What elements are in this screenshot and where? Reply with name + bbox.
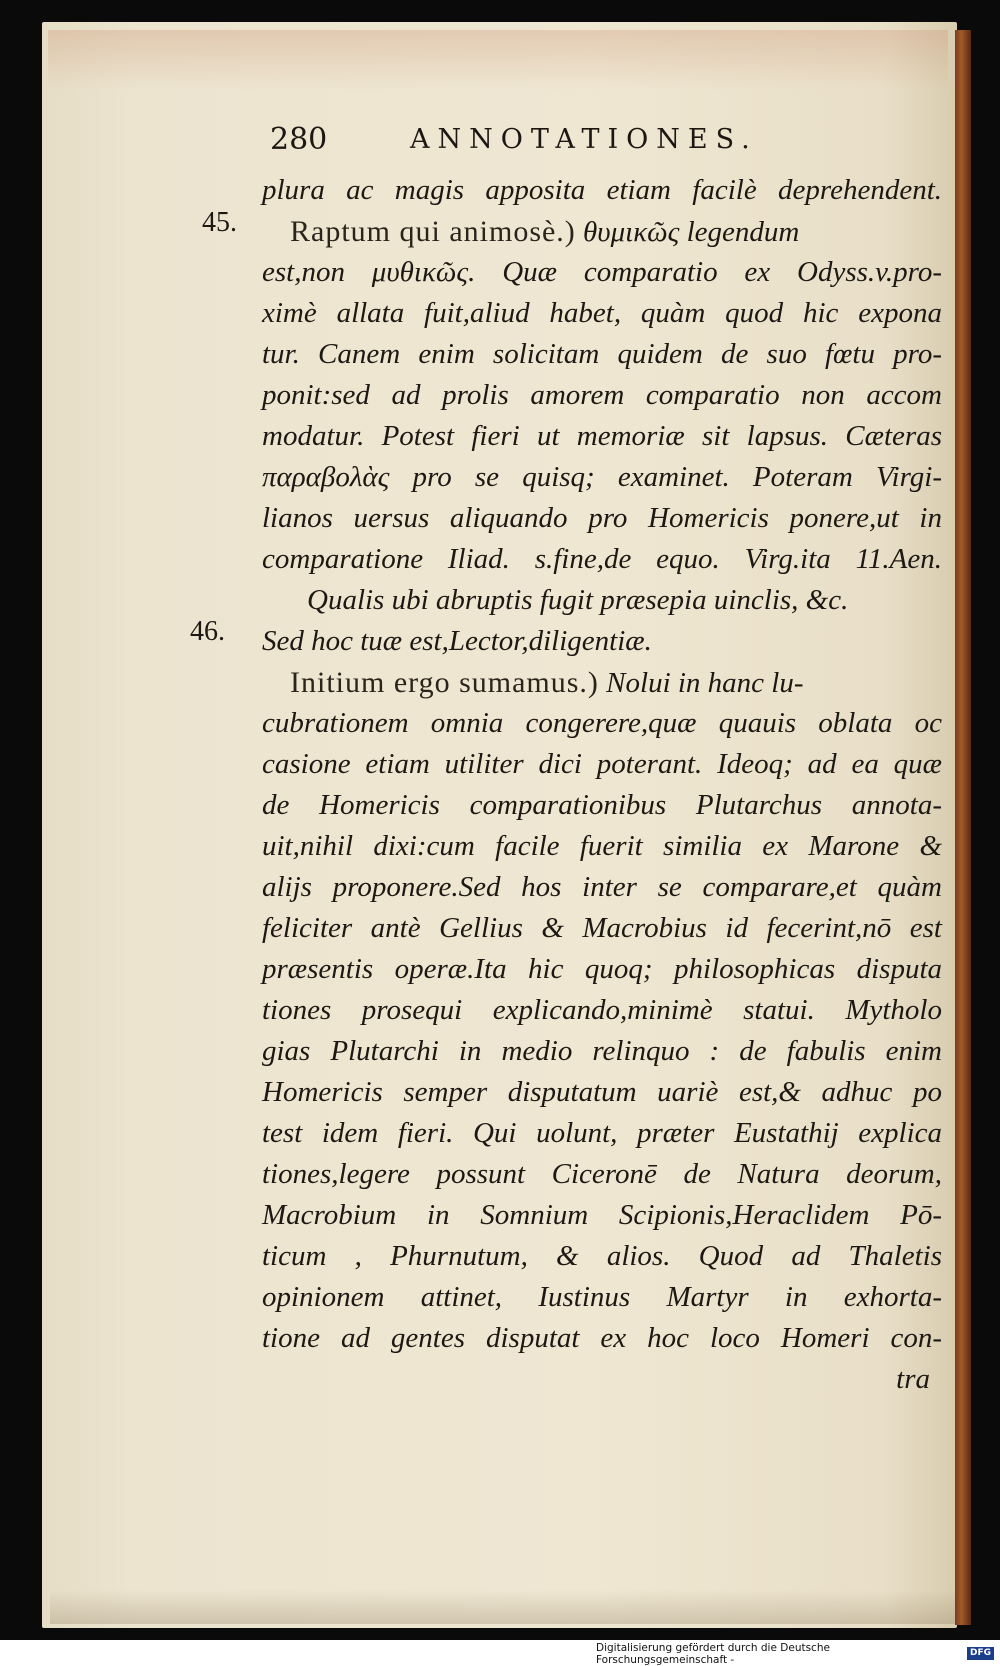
text-line: ponit:sed ad prolis amorem comparatio non accom — [262, 379, 942, 411]
page-stain — [48, 30, 948, 90]
text-line: opinionem attinet, Iustinus Martyr in exhorta- — [262, 1281, 942, 1313]
dfg-logo: DFG — [967, 1647, 994, 1660]
page-number: 280 — [270, 122, 328, 157]
text-line: test idem fieri. Qui uolunt, præter Eustathij explica — [262, 1117, 942, 1149]
page-shadow — [50, 1590, 955, 1624]
text-line: uit,nihil dixi:cum facile fuerit similia ex Marone & — [262, 830, 942, 862]
text-line: cubrationem omnia congerere,quæ quauis oblata oc — [262, 707, 942, 739]
text-line: gias Plutarchi in medio relinquo : de fabulis enim — [262, 1035, 942, 1067]
margin-note-46: 46. — [190, 616, 225, 647]
text-line: Sed hoc tuæ est,Lector,diligentiæ. — [262, 625, 652, 657]
catchword: tra — [896, 1363, 930, 1395]
running-head: ANNOTATIONES. — [410, 124, 758, 155]
text-line: tiones prosequi explicando,minimè statui. Mytholo — [262, 994, 942, 1026]
text-line: est,non μυθικῶς. Quæ comparatio ex Odyss.v.pro- — [262, 256, 942, 288]
lemma: Raptum qui animosè.) — [290, 215, 576, 248]
margin-note-45: 45. — [202, 207, 237, 238]
page-header — [270, 122, 910, 162]
text-line: ximè allata fuit,aliud habet, quàm quod hic expona — [262, 297, 942, 329]
body-text — [262, 170, 942, 1400]
page-edge — [955, 30, 971, 1625]
text-line: de Homericis comparationibus Plutarchus annota- — [262, 789, 942, 821]
text-line: præsentis operæ.Ita hic quoq; philosophicas disputa — [262, 953, 942, 985]
digitization-footer — [596, 1641, 994, 1666]
text-line: Qualis ubi abruptis fugit præsepia uinclis, &c. — [307, 584, 849, 616]
text-line: Homericis semper disputatum uariè est,& adhuc po — [262, 1076, 942, 1108]
text-line: casione etiam utiliter dici poterant. Ideoq; ad ea quæ — [262, 748, 942, 780]
text-line: tur. Canem enim solicitam quidem de suo fœtu pro- — [262, 338, 942, 370]
text-line: Macrobium in Somnium Scipionis,Heraclidem Pō- — [262, 1199, 942, 1231]
text-line: lianos uersus aliquando pro Homericis ponere,ut in — [262, 502, 942, 534]
text-line: modatur. Potest fieri ut memoriæ sit lapsus. Cæteras — [262, 420, 942, 452]
text-line: Raptum qui animosè.) θυμικῶς legendum — [290, 215, 800, 248]
footer-credit: Digitalisierung gefördert durch die Deutsche Forschungsgemeinschaft - — [596, 1641, 830, 1666]
text-line: comparatione Iliad. s.fine,de equo. Virg.ita 11.Aen. — [262, 543, 942, 575]
text-line: Initium ergo sumamus.) Nolui in hanc lu- — [290, 666, 804, 699]
text-line: plura ac magis apposita etiam facilè deprehendent. — [262, 174, 942, 206]
lemma: Initium ergo sumamus.) — [290, 666, 599, 699]
text-line: tione ad gentes disputat ex hoc loco Homeri con- — [262, 1322, 942, 1354]
text-line: ticum , Phurnutum, & alios. Quod ad Thaletis — [262, 1240, 942, 1272]
text-line: alijs proponere.Sed hos inter se comparare,et quàm — [262, 871, 942, 903]
text-line: feliciter antè Gellius & Macrobius id fecerint,nō est — [262, 912, 942, 944]
text-line: παραβολὰς pro se quisq; examinet. Poteram Virgi- — [262, 461, 942, 493]
text-line: tiones,legere possunt Ciceronē de Natura deorum, — [262, 1158, 942, 1190]
